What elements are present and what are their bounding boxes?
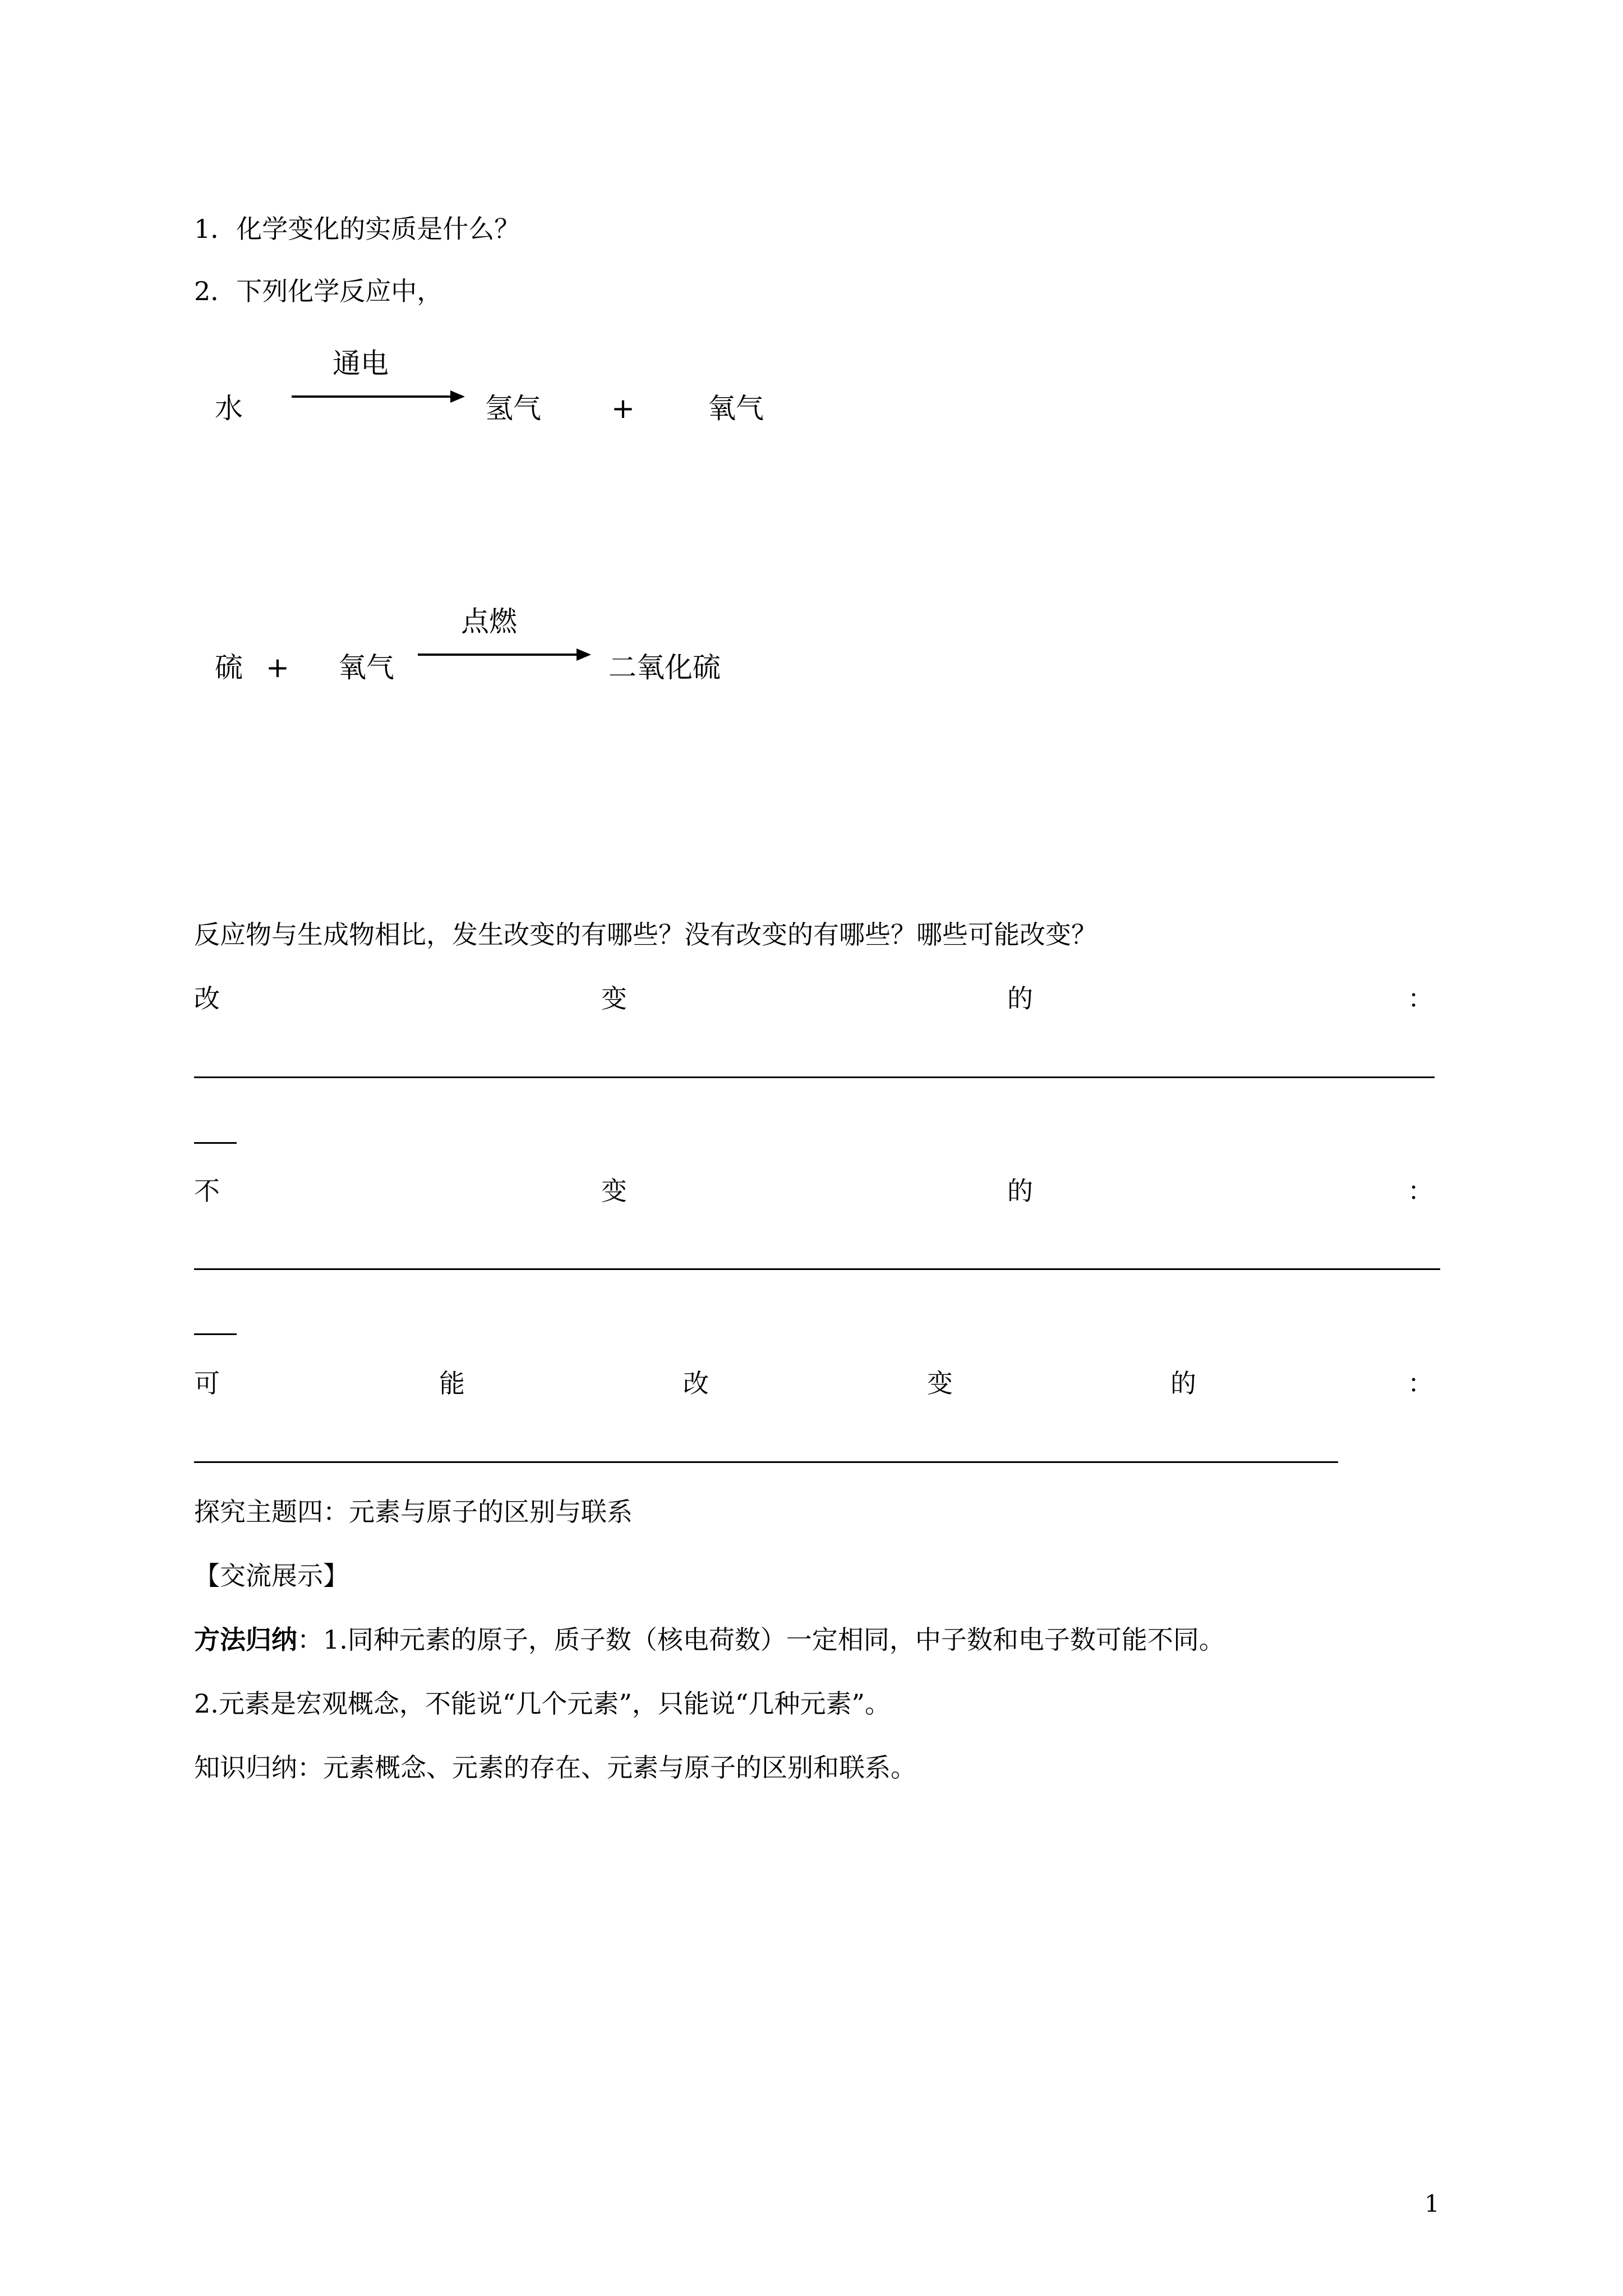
product-oxygen: 氧气 [708, 392, 764, 425]
answer-line-short [194, 1142, 237, 1144]
answer-line-short [194, 1333, 237, 1335]
method-summary [194, 1627, 1225, 1653]
answer-line [194, 1268, 1440, 1270]
colon: ： [1408, 1368, 1433, 1398]
answer-line [194, 1461, 1338, 1463]
page-number: 1 [1424, 2190, 1440, 2217]
topic-4-heading: 探究主题四：元素与原子的区别与联系 [194, 1497, 633, 1527]
colon: ： [1408, 1176, 1433, 1206]
spaced-char: 不 [194, 1176, 220, 1206]
spaced-char: 改 [194, 983, 220, 1014]
condition-ignite: 点燃 [461, 605, 517, 638]
reactant-sulfur: 硫 [215, 651, 243, 684]
method-label: 方法归纳 [194, 1625, 297, 1655]
answer-line [194, 1076, 1435, 1078]
compare-question: 反应物与生成物相比，发生改变的有哪些？没有改变的有哪些？哪些可能改变？ [194, 919, 1097, 950]
spaced-char: 的 [1007, 1176, 1033, 1206]
spaced-char: 能 [439, 1368, 465, 1398]
spaced-char: 的 [1007, 983, 1033, 1014]
spaced-char: 可 [194, 1368, 220, 1398]
exchange-heading: 【交流展示】 [194, 1561, 349, 1591]
reaction-arrow [418, 654, 589, 656]
spaced-char: 变 [601, 983, 627, 1014]
spaced-char: 的 [1170, 1368, 1196, 1398]
spaced-char: 改 [683, 1368, 709, 1398]
reactant-water: 水 [215, 392, 243, 425]
question-2: 2．下列化学反应中， [194, 276, 443, 306]
reaction-arrow [292, 395, 463, 398]
spaced-char: 变 [601, 1176, 627, 1206]
spaced-char: 变 [927, 1368, 953, 1398]
condition-electrify: 通电 [333, 347, 389, 380]
colon: ： [1408, 983, 1433, 1014]
product-hydrogen: 氢气 [485, 392, 541, 425]
plus-sign: + [611, 392, 635, 425]
method-text: ：1.同种元素的原子，质子数（核电荷数）一定相同，中子数和电子数可能不同。 [297, 1625, 1225, 1655]
knowledge-summary: 知识归纳：元素概念、元素的存在、元素与原子的区别和联系。 [194, 1752, 916, 1783]
point-2: 2.元素是宏观概念，不能说“几个元素”，只能说“几种元素”。 [194, 1688, 891, 1719]
product-sulfur-dioxide: 二氧化硫 [608, 651, 721, 684]
plus-sign: + [266, 651, 289, 684]
reactant-oxygen: 氧气 [338, 651, 394, 684]
question-1: 1．化学变化的实质是什么？ [194, 214, 520, 244]
